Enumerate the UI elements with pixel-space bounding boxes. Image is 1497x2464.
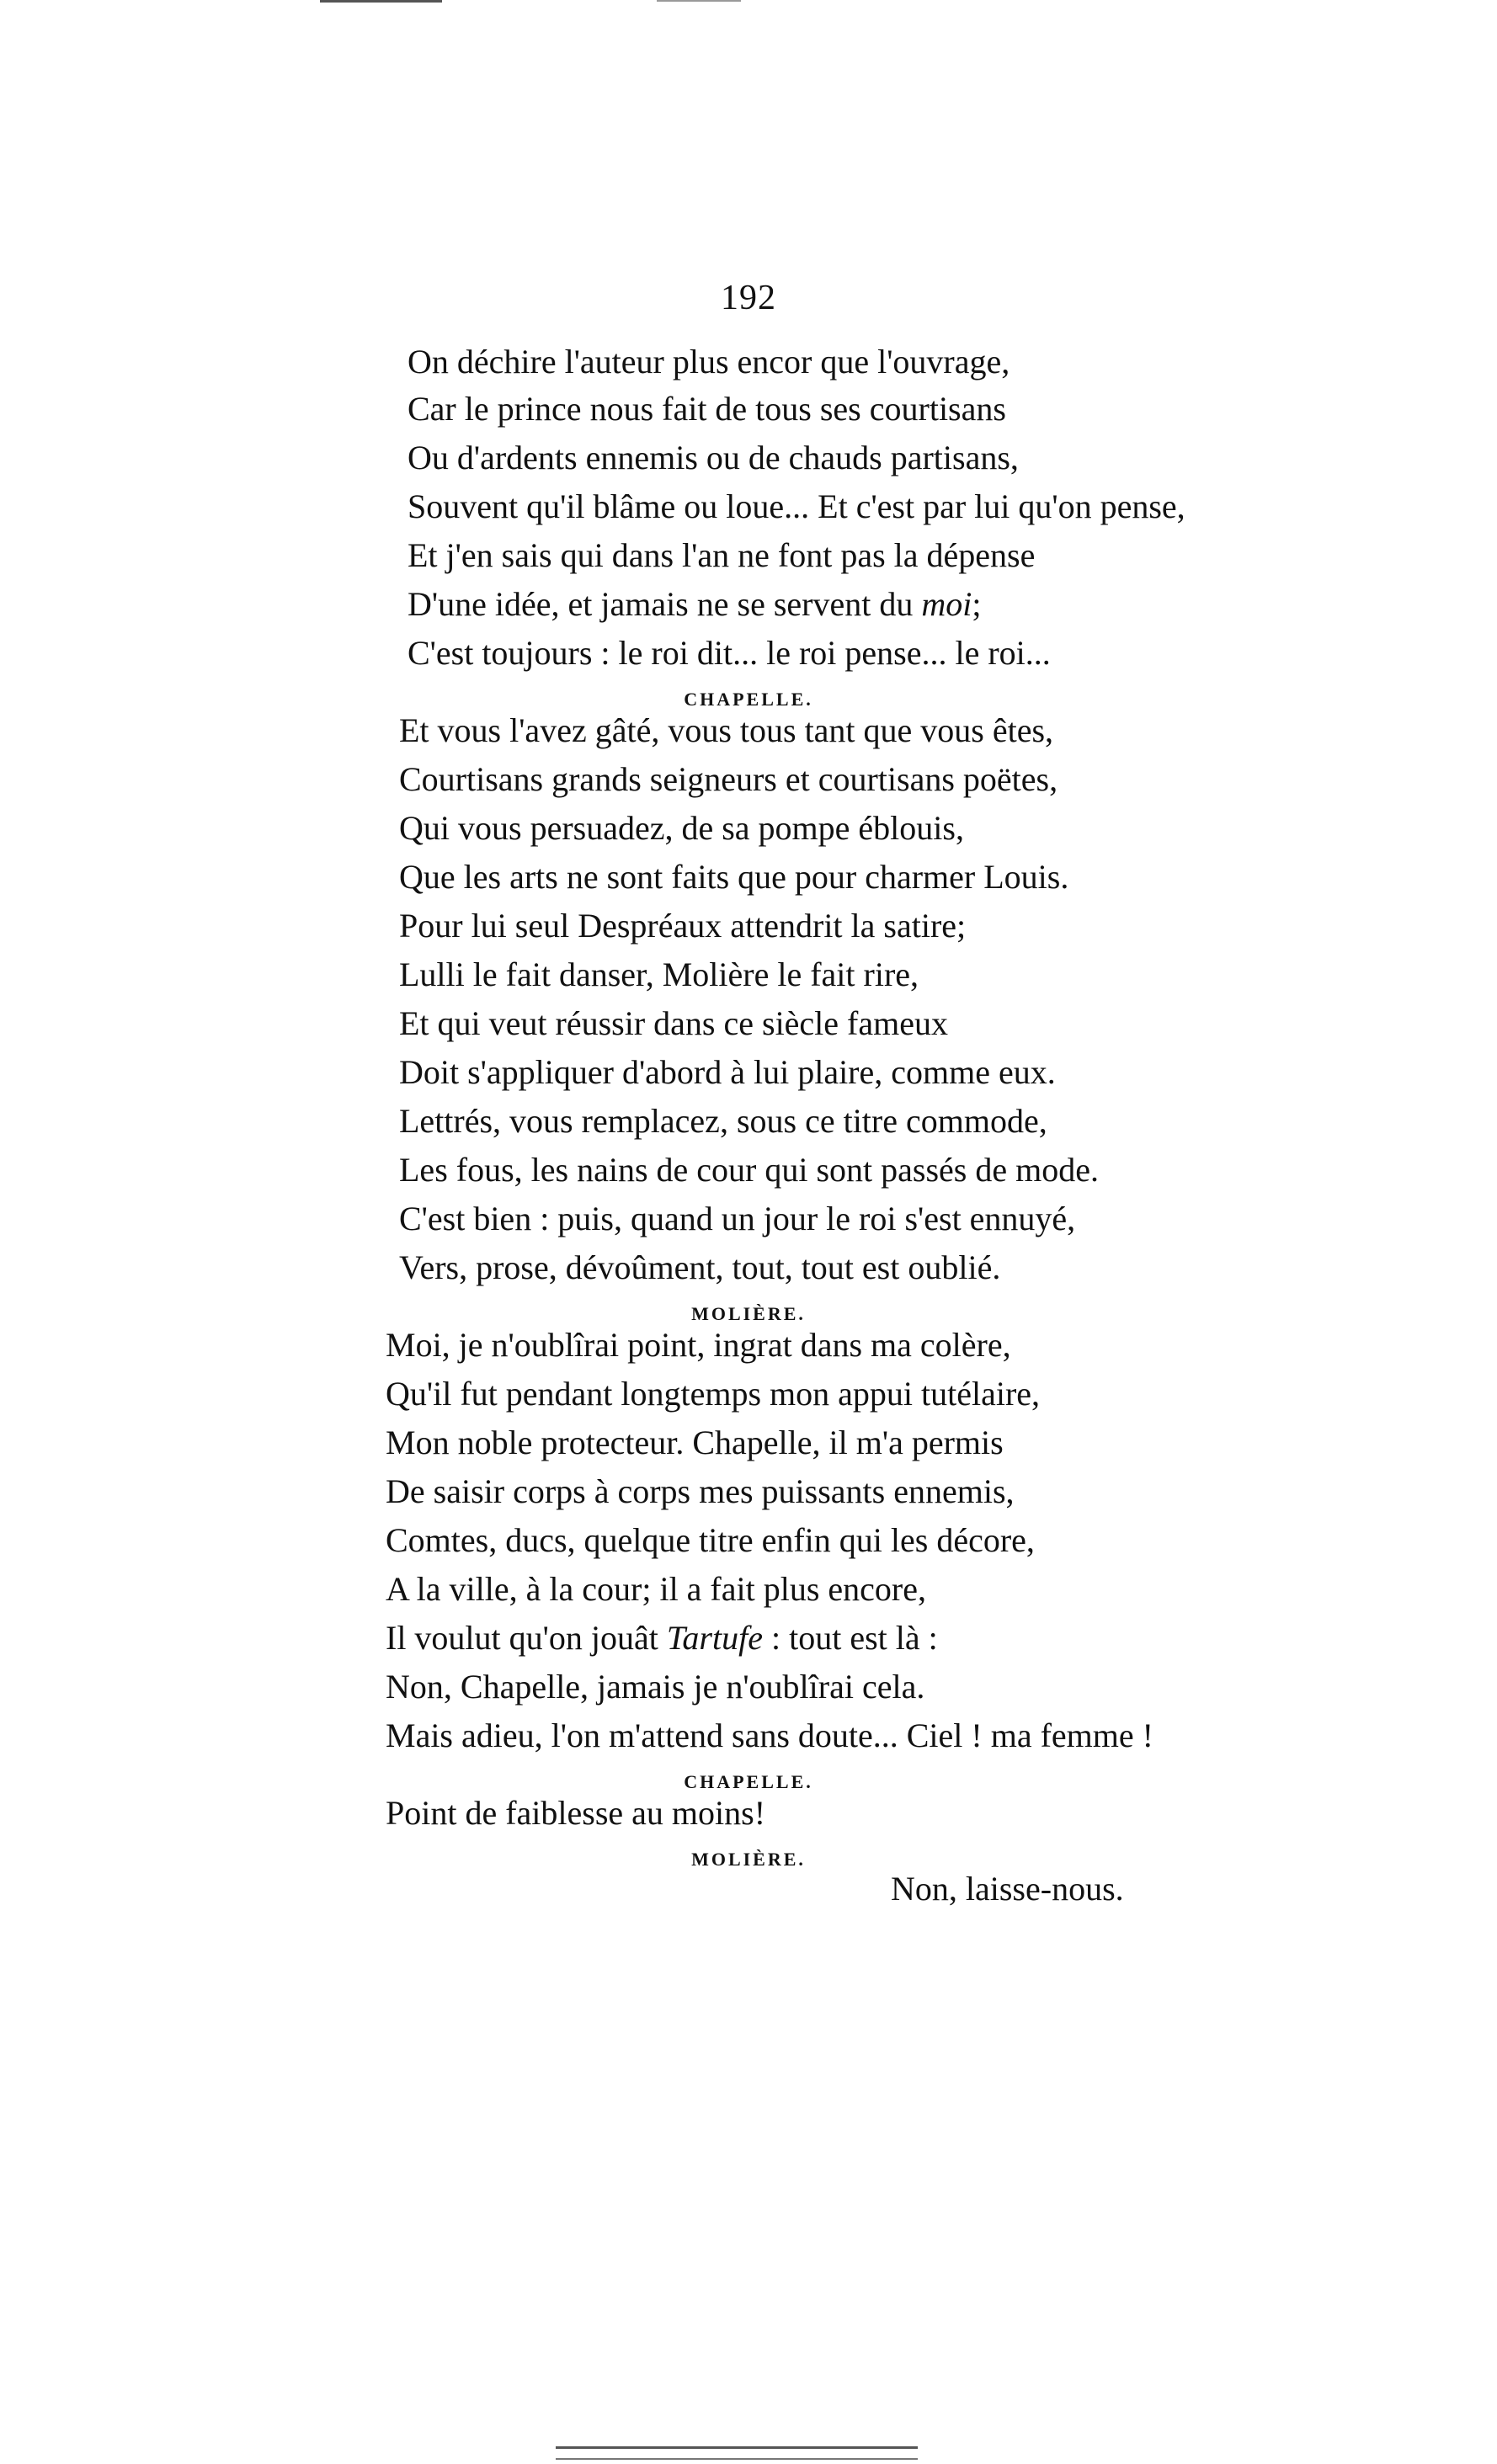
speaker-name xyxy=(0,1771,1497,1793)
speaker-name xyxy=(0,1849,1497,1871)
line-text: Moi, je n'oublîrai point, ingrat dans ma colère, xyxy=(386,1326,1011,1364)
line-text: Non, Chapelle, jamais je n'oublîrai cela. xyxy=(386,1668,925,1706)
line-text: MOLIÈRE. xyxy=(691,1303,806,1324)
verse-line xyxy=(399,860,1068,894)
verse-line xyxy=(408,636,1051,670)
verse-line xyxy=(386,1377,1040,1411)
line-text: Qu'il fut pendant longtemps mon appui tutélaire, xyxy=(386,1375,1041,1413)
verse-line xyxy=(399,760,1058,798)
italic-title: Tartufe xyxy=(666,1619,763,1657)
verse-line xyxy=(408,585,982,623)
italic-title: moi xyxy=(921,585,972,623)
line-text: Qui vous persuadez, de sa pompe éblouis, xyxy=(399,809,964,847)
line-text: Et qui veut réussir dans ce siècle fameux xyxy=(399,1004,948,1042)
top-edge-rule xyxy=(320,0,442,3)
verse-line xyxy=(399,1248,1001,1286)
line-text: C'est toujours : le roi dit... le roi pense... le roi... xyxy=(408,634,1051,672)
verse-line xyxy=(399,1104,1047,1138)
verse-line xyxy=(386,1570,926,1608)
line-text: Et vous l'avez gâté, vous tous tant que vous êtes, xyxy=(399,711,1054,749)
verse-line xyxy=(399,1202,1075,1236)
verse-line xyxy=(386,1521,1035,1559)
verse-line xyxy=(386,1621,938,1655)
verse-line xyxy=(408,536,1036,574)
verse-line xyxy=(386,1472,1015,1510)
verse-line xyxy=(386,1426,1004,1460)
line-text: Mon noble protecteur. Chapelle, il m'a permis xyxy=(386,1424,1004,1461)
line-text: Car le prince nous fait de tous ses courtisans xyxy=(408,390,1006,428)
line-text: MOLIÈRE. xyxy=(691,1849,806,1870)
bottom-edge-rule-secondary xyxy=(556,2458,918,2460)
verse-line xyxy=(408,487,1185,525)
line-text: CHAPELLE. xyxy=(684,1771,813,1792)
line-text: A la ville, à la cour; il a fait plus encore, xyxy=(386,1570,926,1608)
verse-line xyxy=(399,1053,1056,1091)
line-text: Courtisans grands seigneurs et courtisans poëtes, xyxy=(399,760,1058,798)
line-text: Vers, prose, dévoûment, tout, tout est oublié. xyxy=(399,1248,1001,1286)
line-text: Lulli le fait danser, Molière le fait rire, xyxy=(399,955,919,993)
verse-line xyxy=(891,1872,1124,1906)
line-text: Point de faiblesse au moins! xyxy=(386,1794,766,1832)
line-text: Pour lui seul Despréaux attendrit la satire; xyxy=(399,907,967,945)
page-number: 192 xyxy=(721,279,776,317)
verse-line xyxy=(399,955,919,993)
line-text: On déchire l'auteur plus encor que l'ouvrage, xyxy=(408,343,1010,381)
verse-line xyxy=(408,345,1010,379)
line-text: Mais adieu, l'on m'attend sans doute... Ciel ! ma femme ! xyxy=(386,1716,1153,1754)
verse-line xyxy=(386,1670,924,1704)
line-text: CHAPELLE. xyxy=(684,689,813,710)
speaker-name xyxy=(0,689,1497,710)
line-text: Souvent qu'il blâme ou loue... Et c'est par lui qu'on pense, xyxy=(408,487,1185,525)
line-text: De saisir corps à corps mes puissants ennemis, xyxy=(386,1472,1015,1510)
line-text: Les fous, les nains de cour qui sont passés de mode. xyxy=(399,1151,1099,1189)
line-text-tail: ; xyxy=(972,585,982,623)
line-text-tail: : tout est là : xyxy=(762,1619,938,1657)
verse-line xyxy=(399,909,966,943)
line-text: Et j'en sais qui dans l'an ne font pas la dépense xyxy=(408,536,1036,574)
top-edge-rule-secondary xyxy=(657,0,741,2)
line-text: Non, laisse-nous. xyxy=(891,1870,1124,1908)
line-text: C'est bien : puis, quand un jour le roi s'est ennuyé, xyxy=(399,1200,1076,1237)
line-text: Que les arts ne sont faits que pour charmer Louis. xyxy=(399,858,1069,896)
verse-line xyxy=(399,711,1054,749)
line-text: Doit s'appliquer d'abord à lui plaire, comme eux. xyxy=(399,1053,1056,1091)
line-text: D'une idée, et jamais ne se servent du xyxy=(408,585,922,623)
speaker-name xyxy=(0,1303,1497,1325)
verse-line xyxy=(399,809,964,847)
line-text: Comtes, ducs, quelque titre enfin qui les décore, xyxy=(386,1521,1035,1559)
verse-line xyxy=(408,441,1019,475)
verse-line xyxy=(399,1153,1099,1187)
bottom-edge-rule xyxy=(556,2446,918,2449)
verse-line xyxy=(386,1716,1153,1754)
line-text: Lettrés, vous remplacez, sous ce titre commode, xyxy=(399,1102,1047,1140)
line-text: Ou d'ardents ennemis ou de chauds partisans, xyxy=(408,439,1019,476)
verse-line xyxy=(408,392,1006,426)
verse-line xyxy=(386,1796,765,1830)
line-text: Il voulut qu'on jouât xyxy=(386,1619,667,1657)
verse-line xyxy=(386,1328,1011,1362)
verse-line xyxy=(399,1004,948,1042)
